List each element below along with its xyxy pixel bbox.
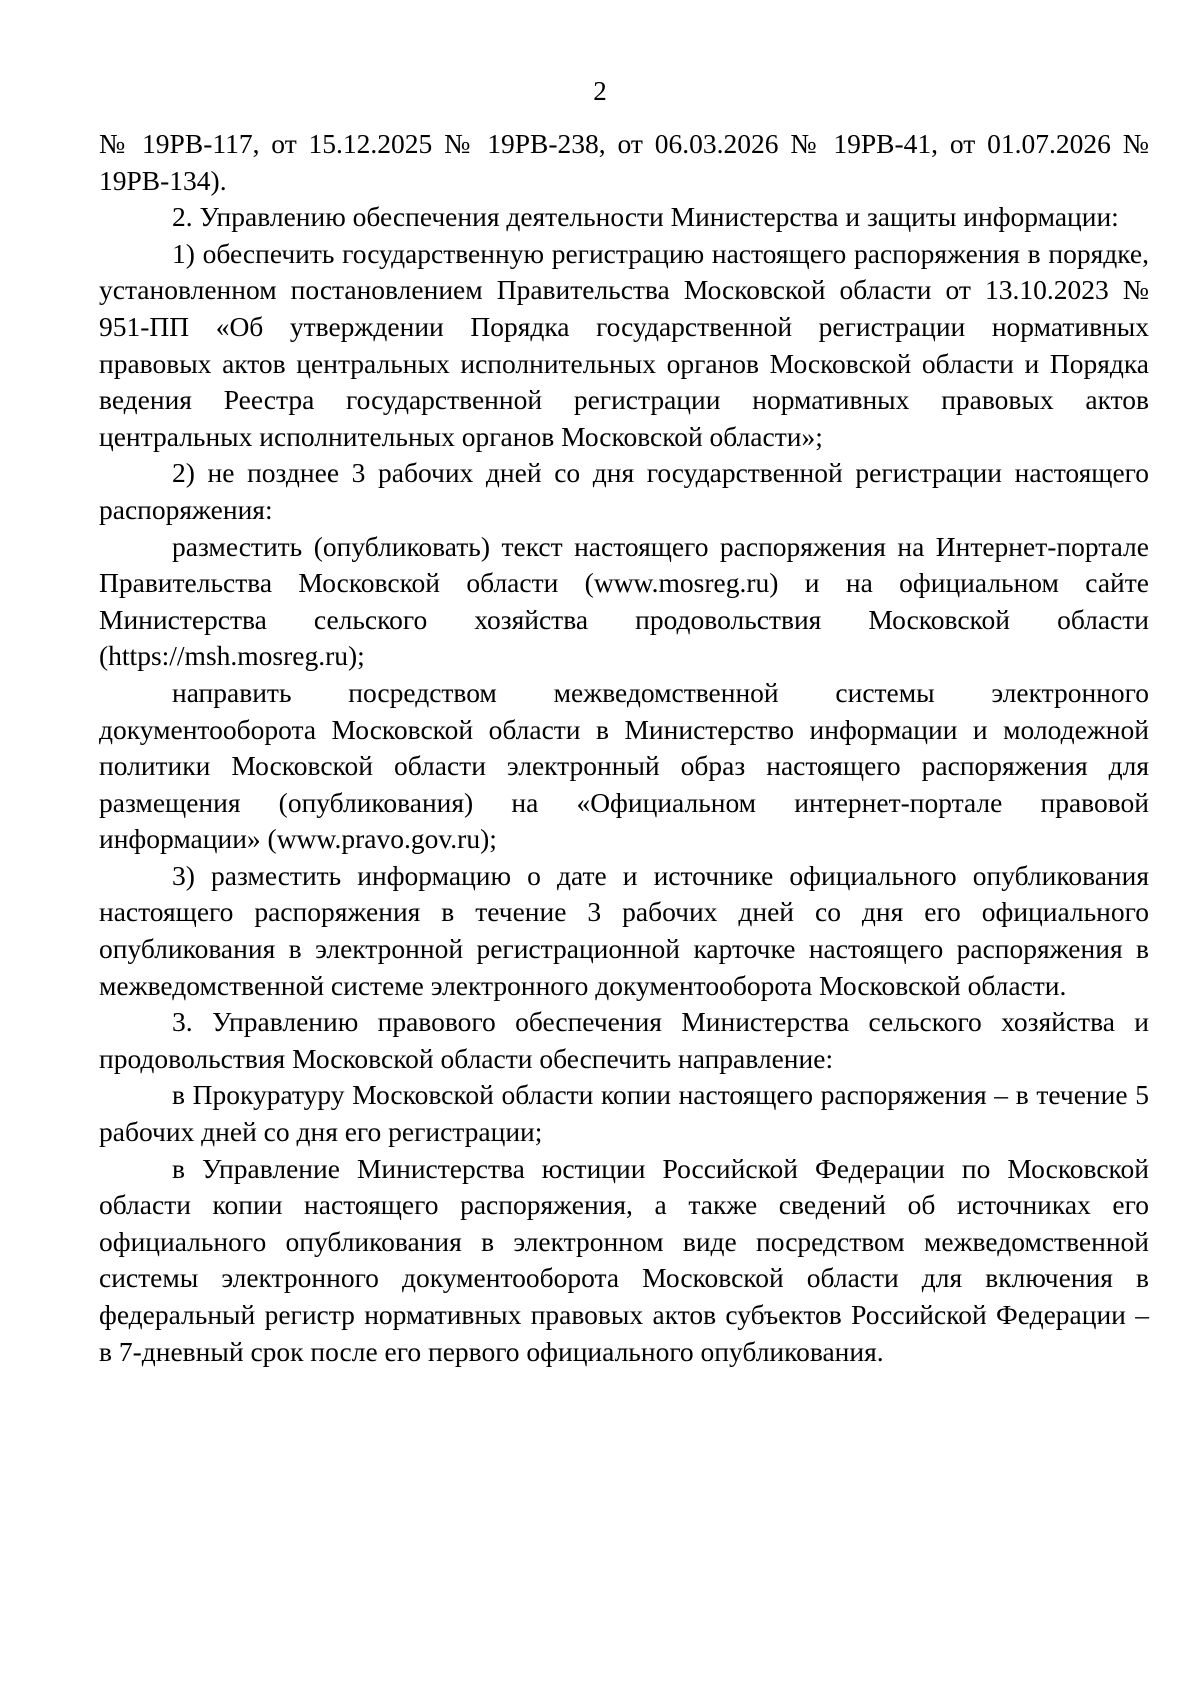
page-number: 2 xyxy=(593,76,607,106)
paragraph-send-ministry: направить посредством межведомственной системы электронного документооборота Московской области в Министерство информации и молодежной политики Московской области электронный образ настоящего распоряжения для размещения (опубликования) на «Официальном интернет-портале правовой информации» (www.pravo.gov.ru); xyxy=(99,676,1149,855)
paragraph-justice-department: в Управление Министерства юстиции Российской Федерации по Московской области копии настоящего распоряжения, а также сведений об источниках его официального опубликования в электронном виде посредством межведомственной системы электронного документооборота Московской области для включения в федеральный регистр нормативных правовых актов субъектов Российской Федерации – в 7-дневный срок после его первого официального опубликования. xyxy=(99,1152,1149,1367)
paragraph-publish-portal: разместить (опубликовать) текст настоящего распоряжения на Интернет-портале Правительства Московской области (www.mosreg.ru) и на официальном сайте Министерства сельского хозяйства продовольствия Московской области (https://msh.mosreg.ru); xyxy=(99,530,1149,672)
paragraph-item-3: 3. Управлению правового обеспечения Министерства сельского хозяйства и продовольствия Московской области обеспечить направление: xyxy=(99,1006,1149,1074)
paragraph-continuation: № 19РВ-117, от 15.12.2025 № 19РВ-238, от 06.03.2026 № 19РВ-41, от 01.07.2026 № 19РВ-134). xyxy=(99,128,1149,196)
paragraph-item-2: 2. Управлению обеспечения деятельности Министерства и защиты информации: xyxy=(172,201,1119,233)
document-body xyxy=(99,126,1149,1370)
paragraph-prosecutor: в Прокуратуру Московской области копии настоящего распоряжения – в течение 5 рабочих дней со дня его регистрации; xyxy=(99,1079,1149,1148)
paragraph-subitem-2: 2) не позднее 3 рабочих дней со дня государственной регистрации настоящего распоряжения: xyxy=(99,457,1149,525)
paragraph-subitem-1: 1) обеспечить государственную регистрацию настоящего распоряжения в порядке, установленном постановлением Правительства Московской области от 13.10.2023 № 951-ПП «Об утверждении Порядка государственной регистрации нормативных правовых актов центральных исполнительных органов Московской области и Порядка ведения Реестра государственной регистрации нормативных правовых актов центральных исполнительных органов Московской области»; xyxy=(99,237,1149,452)
paragraph-subitem-3: 3) разместить информацию о дате и источнике официального опубликования настоящего распоряжения в течение 3 рабочих дней со дня его официального опубликования в электронной регистрационной карточке настоящего распоряжения в межведомственной системе электронного документооборота Московской области. xyxy=(99,859,1149,1001)
